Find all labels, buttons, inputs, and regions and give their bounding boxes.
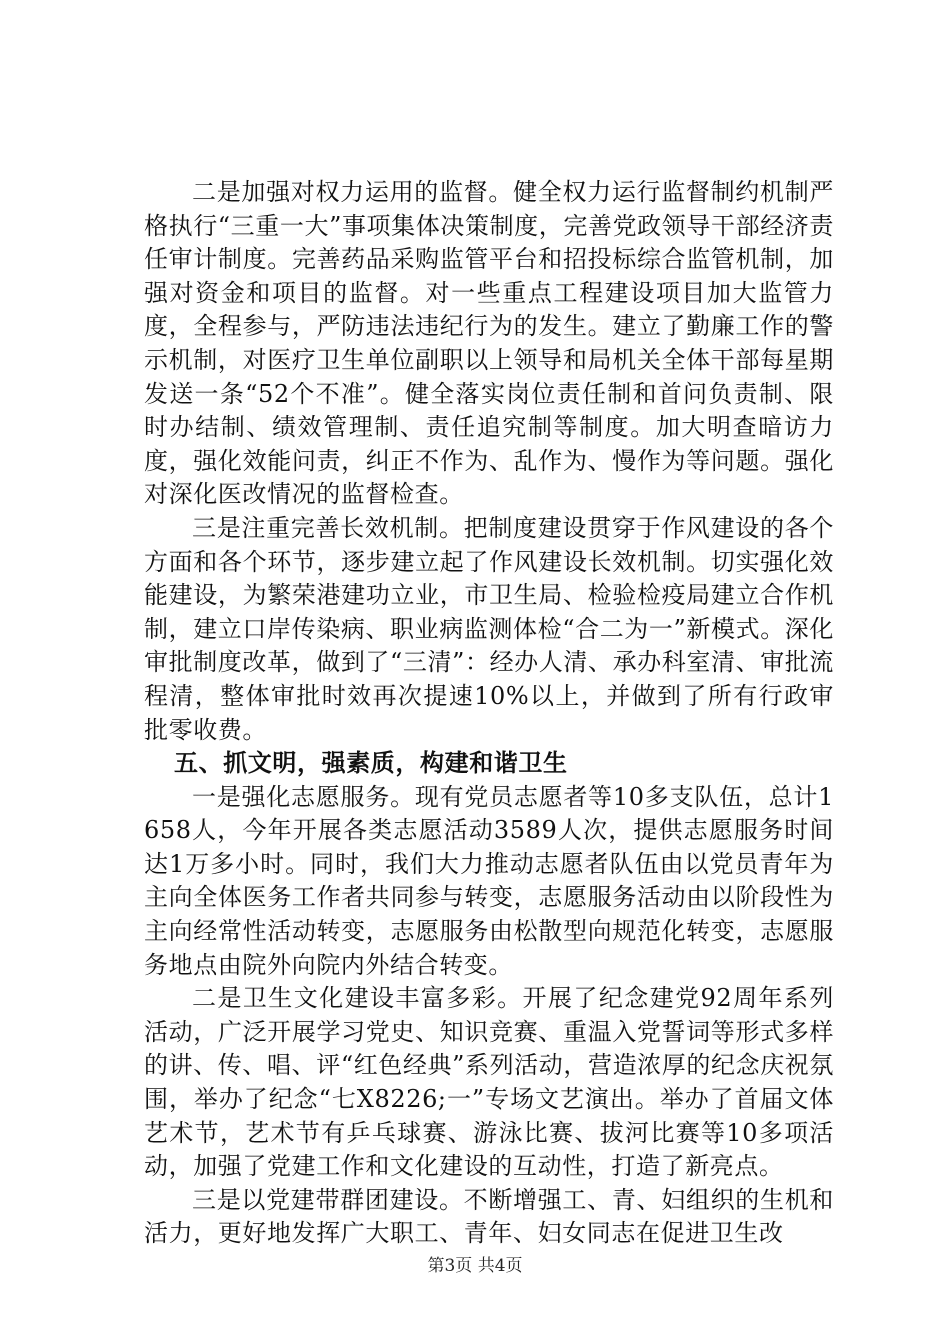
- page-number-footer: 第3页 共4页: [427, 1256, 523, 1276]
- document-body: [144, 176, 834, 1251]
- section-heading: 五、抓文明，强素质，构建和谐卫生: [174, 749, 568, 778]
- paragraph-health-culture: 二是卫生文化建设丰富多彩。开展了纪念建党92周年系列活动，广泛开展学习党史、知识竞赛、重温入党誓词等形式多样的讲、传、唱、评“红色经典”系列活动，营造浓厚的纪念庆祝氛围，举办了纪念“七X8226;一”专场文艺演出。举办了首届文体艺术节，艺术节有乒乓球赛、游泳比赛、拔河比赛等10多项活动，加强了党建工作和文化建设的互动性，打造了新亮点。: [144, 984, 834, 1181]
- paragraph-supervision: 二是加强对权力运用的监督。健全权力运行监督制约机制严格执行“三重一大”事项集体决策制度，完善党政领导干部经济责任审计制度。完善药品采购监管平台和招投标综合监管机制，加强对资金和项目的监督。对一些重点工程建设项目加大监管力度，全程参与，严防违法违纪行为的发生。建立了勤廉工作的警示机制，对医疗卫生单位副职以上领导和局机关全体干部每星期发送一条“52个不准”。健全落实岗位责任制和首问负责制、限时办结制、绩效管理制、责任追究制等制度。加大明查暗访力度，强化效能问责，纠正不作为、乱作为、慢作为等问题。强化对深化医改情况的监督检查。: [144, 178, 834, 509]
- paragraph-volunteer-service: 一是强化志愿服务。现有党员志愿者等10多支队伍，总计1658人，今年开展各类志愿活动3589人次，提供志愿服务时间达1万多小时。同时，我们大力推动志愿者队伍由以党员青年为主向全体医务工作者共同参与转变，志愿服务活动由以阶段性为主向经常性活动转变，志愿服务由松散型向规范化转变，志愿服务地点由院外向院内外结合转变。: [144, 782, 834, 979]
- paragraph-long-term-mechanism: 三是注重完善长效机制。把制度建设贯穿于作风建设的各个方面和各个环节，逐步建立起了作风建设长效机制。切实强化效能建设，为繁荣港建功立业，市卫生局、检验检疫局建立合作机制，建立口岸传染病、职业病监测体检“合二为一”新模式。深化审批制度改革，做到了“三清”：经办人清、承办科室清、审批流程清，整体审批时效再次提速10%以上，并做到了所有行政审批零收费。: [144, 513, 834, 744]
- paragraph-party-building: 三是以党建带群团建设。不断增强工、青、妇组织的生机和活力，更好地发挥广大职工、青年、妇女同志在促进卫生改: [144, 1185, 834, 1248]
